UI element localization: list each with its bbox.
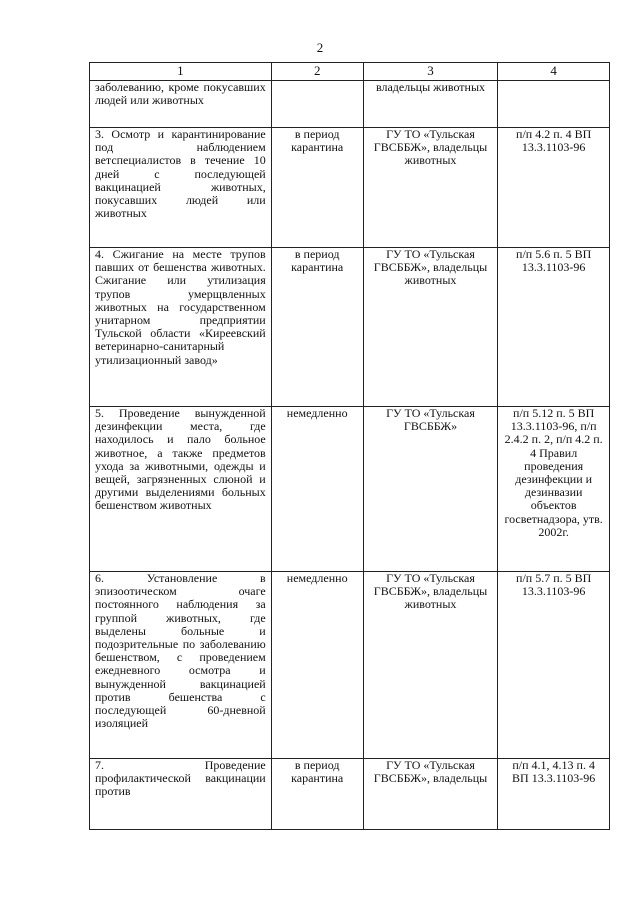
header-cell-3: 3 [363, 63, 498, 81]
measure-text: 6. Установление в эпизоотическом очаге постоянного наблюдения за группой животных, где выделены больные и подозрительные по заболеванию бешенством, с проведением ежедневного осмотра и вынужденной вакцинацией против бешенства с последующей 60-дневной изоляцией [95, 571, 266, 731]
term-cell: в период карантина [271, 128, 363, 248]
term-cell: в период карантина [271, 759, 363, 830]
basis-cell: п/п 4.2 п. 4 ВП 13.3.1103-96 [498, 128, 610, 248]
measure-cell [90, 128, 272, 248]
executor-cell: ГУ ТО «Тульская ГВСББЖ», владельцы животных [363, 128, 498, 248]
table-row [90, 81, 610, 128]
basis-cell: п/п 4.1, 4.13 п. 4 ВП 13.3.1103-96 [498, 759, 610, 830]
measure-cell [90, 81, 272, 128]
basis-cell [498, 81, 610, 128]
basis-cell: п/п 5.7 п. 5 ВП 13.3.1103-96 [498, 572, 610, 759]
header-cell-4: 4 [498, 63, 610, 81]
term-cell: немедленно [271, 407, 363, 572]
measure-text: 4. Сжигание на месте трупов павших от бешенства животных. Сжигание или утилизация трупов умерщвленных животных на государственном унитарном предприятии Тульской области «Киреевский ветеринарно-санитарный утилизационный завод» [95, 247, 266, 367]
executor-cell: ГУ ТО «Тульская ГВСББЖ», владельцы животных [363, 248, 498, 407]
basis-cell: п/п 5.6 п. 5 ВП 13.3.1103-96 [498, 248, 610, 407]
measure-cell [90, 248, 272, 407]
table-header-row [90, 63, 610, 81]
measure-text: заболеванию, кроме покусавших людей или животных [95, 80, 266, 108]
header-cell-1: 1 [90, 63, 272, 81]
executor-cell: владельцы животных [363, 81, 498, 128]
table-row [90, 128, 610, 248]
executor-cell: ГУ ТО «Тульская ГВСББЖ», владельцы [363, 759, 498, 830]
table-row [90, 248, 610, 407]
executor-cell: ГУ ТО «Тульская ГВСББЖ» [363, 407, 498, 572]
measure-cell [90, 572, 272, 759]
measure-text: 3. Осмотр и карантинирование под наблюдением ветспециалистов в течение 10 дней с последующей вакцинацией животных, покусавших людей или животных [95, 127, 266, 221]
term-cell [271, 81, 363, 128]
measure-text: 7. Проведение профилактической вакцинации против [95, 758, 266, 799]
basis-cell: п/п 5.12 п. 5 ВП 13.3.1103-96, п/п 2.4.2 п. 2, п/п 4.2 п. 4 Правил проведения дезинфекции и дезинвазии объектов госветнадзора, утв. 2002г. [498, 407, 610, 572]
table-row [90, 407, 610, 572]
table-row [90, 759, 610, 830]
measure-cell [90, 759, 272, 830]
page-number: 2 [316, 40, 324, 55]
term-cell: в период карантина [271, 248, 363, 407]
executor-cell: ГУ ТО «Тульская ГВСББЖ», владельцы животных [363, 572, 498, 759]
term-cell: немедленно [271, 572, 363, 759]
table-row [90, 572, 610, 759]
measures-table [89, 62, 610, 830]
measure-cell [90, 407, 272, 572]
header-cell-2: 2 [271, 63, 363, 81]
measure-text: 5. Проведение вынужденной дезинфекции места, где находилось и пало больное животное, а также предметов ухода за животными, одежды и вещей, загрязненных слюной и другими выделениями больных бешенством животных [95, 406, 266, 513]
